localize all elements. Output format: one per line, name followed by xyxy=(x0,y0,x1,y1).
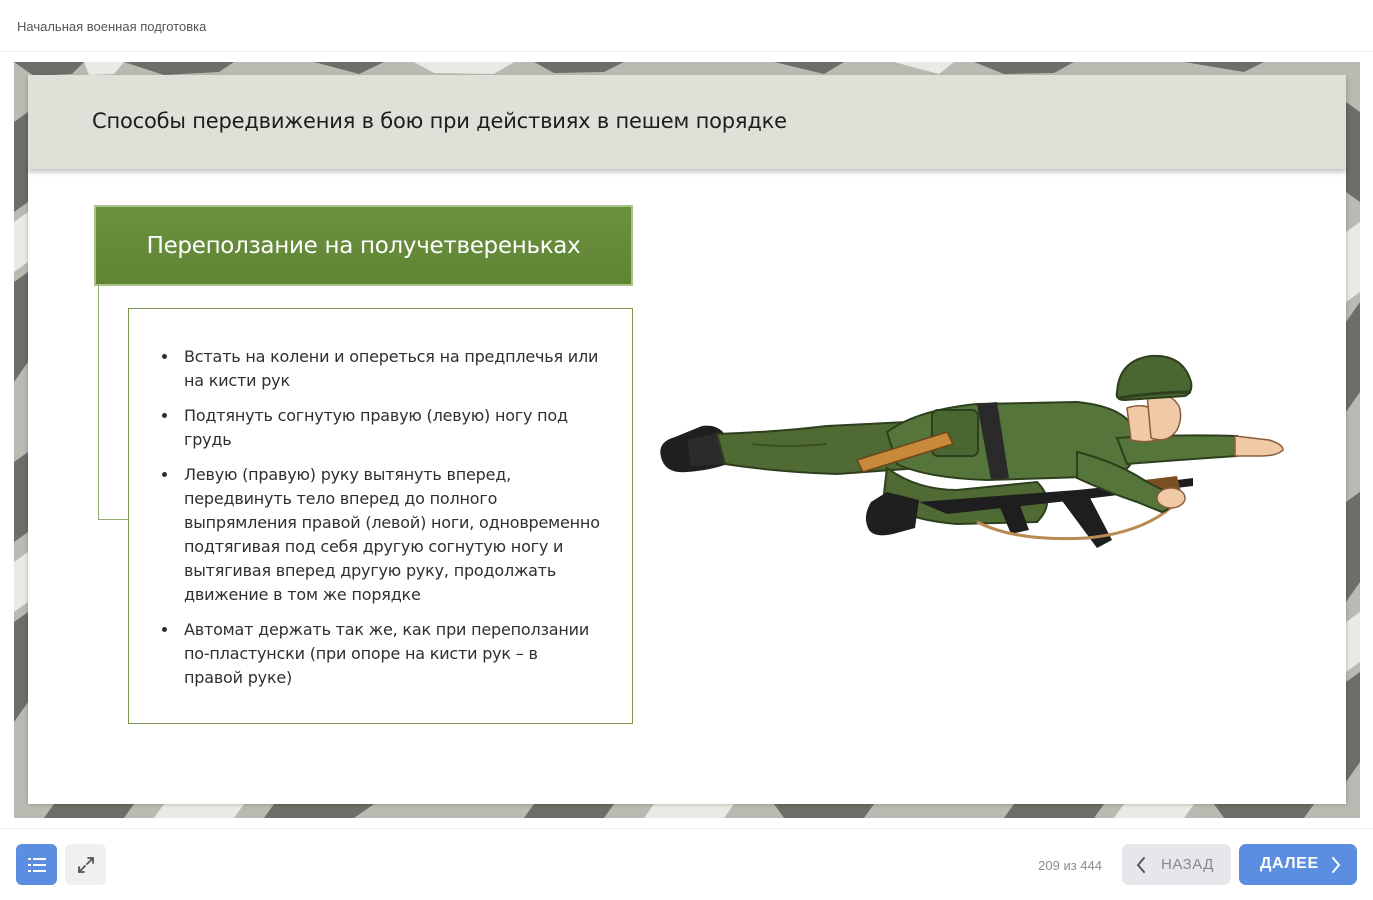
expand-icon xyxy=(77,856,95,874)
list-item xyxy=(161,618,601,690)
section-title-box xyxy=(94,205,633,286)
contents-button[interactable] xyxy=(16,844,57,885)
slide-counter: 209 из 444 xyxy=(1038,858,1102,873)
list-item xyxy=(161,463,601,607)
slide-header xyxy=(28,75,1346,169)
list-item xyxy=(161,345,601,393)
bullet-icon xyxy=(162,413,167,418)
back-button[interactable] xyxy=(1122,844,1231,885)
bottom-bar xyxy=(0,828,1373,900)
course-title: Начальная военная подготовка xyxy=(17,19,207,34)
connector-line xyxy=(98,286,130,520)
list-item-text: Встать на колени и опереться на предплечья или на кисти рук xyxy=(184,347,599,390)
slide-title: Способы передвижения в бою при действиях в пешем порядке xyxy=(92,109,787,133)
next-button-label: ДАЛЕЕ xyxy=(1260,855,1319,872)
list-item-text: Подтянуть согнутую правую (левую) ногу под грудь xyxy=(184,406,568,449)
chevron-left-icon xyxy=(1136,857,1146,873)
list-item xyxy=(161,404,601,452)
next-button[interactable] xyxy=(1239,844,1357,885)
bullet-icon xyxy=(162,627,167,632)
instructions-box xyxy=(128,308,633,724)
list-icon xyxy=(28,858,46,872)
fullscreen-button[interactable] xyxy=(65,844,106,885)
bullet-icon xyxy=(162,354,167,359)
top-bar xyxy=(0,0,1373,52)
section-title: Переползание на получетвереньках xyxy=(146,232,581,259)
chevron-right-icon xyxy=(1331,857,1341,873)
crawling-soldier-illustration xyxy=(657,352,1297,562)
list-item-text: Автомат держать так же, как при переползании по-пластунски (при опоре на кисти рук – в правой руке) xyxy=(184,620,590,687)
back-button-label: НАЗАД xyxy=(1161,856,1214,873)
bullet-icon xyxy=(162,472,167,477)
instructions-list xyxy=(161,345,601,701)
slide-frame xyxy=(14,62,1360,818)
list-item-text: Левую (правую) руку вытянуть вперед, передвинуть тело вперед до полного выпрямления правой (левой) ноги, одновременно подтягивая под себя другую согнутую ногу и вытягивая вперед другую руку, продолжать движение в том же порядке xyxy=(184,465,600,604)
